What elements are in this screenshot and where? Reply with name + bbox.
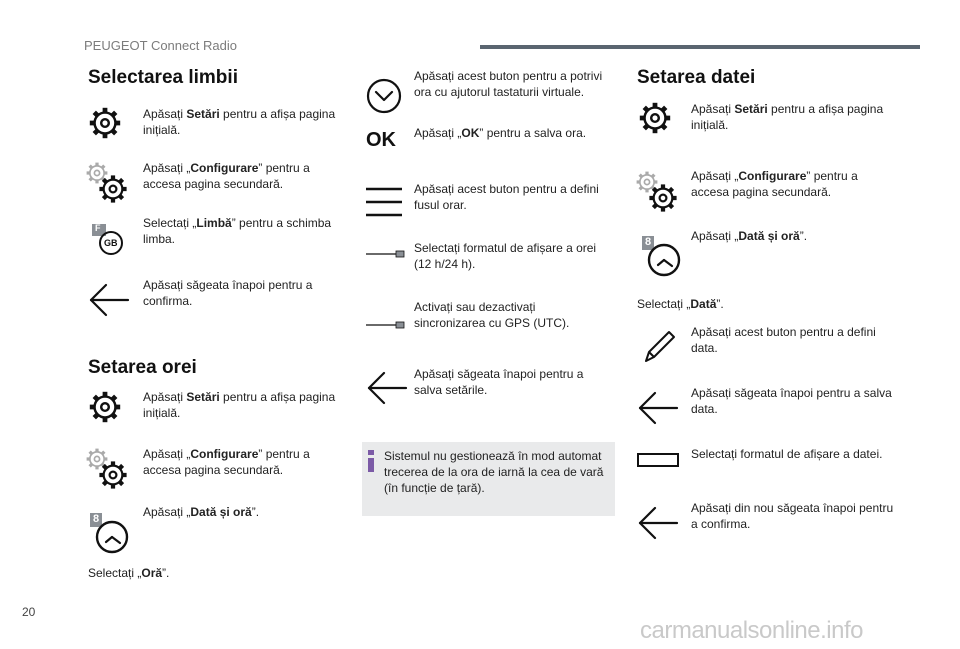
info-note-text: Sistemul nu gestionează în mod automat trecerea de la ora de iarnă la cea de vară (în funcție de țară). — [384, 449, 604, 495]
settings-gear-icon — [86, 104, 124, 142]
format-bar-icon — [637, 453, 679, 467]
date-time-clock-icon: 8 — [642, 236, 682, 276]
date-step-4: Apăsați acest buton pentru a defini data. — [691, 325, 876, 355]
settings-gear-icon — [636, 99, 674, 137]
date-step-2: Apăsați „Configurare” pentru a accesa pagina secundară. — [691, 169, 858, 199]
date-step-5: Apăsați săgeata înapoi pentru a salva data. — [691, 386, 892, 416]
col2-step-6: Apăsați săgeata înapoi pentru a salva setările. — [414, 367, 584, 397]
time-step-2: Apăsați „Configurare” pentru a accesa pagina secundară. — [143, 447, 310, 477]
time-step-3: Apăsați „Dată și oră”. — [143, 505, 260, 519]
toggle-slider-icon — [365, 249, 405, 259]
heading-time: Setarea orei — [88, 357, 197, 378]
col2-step-1: Apăsați acest buton pentru a potrivi ora cu ajutorul tastaturii virtuale. — [414, 69, 603, 99]
back-arrow-icon — [636, 505, 680, 541]
lang-step-3: Selectați „Limbă” pentru a schimba limba. — [143, 216, 332, 246]
heading-language: Selectarea limbii — [88, 67, 238, 88]
info-note — [362, 442, 615, 516]
col2-step-3: Apăsați acest buton pentru a defini fusul orar. — [414, 182, 599, 212]
watermark: carmanualsonline.info — [640, 617, 863, 644]
date-step-7: Apăsați din nou săgeata înapoi pentru a confirma. — [691, 501, 894, 531]
configuration-gear-icon — [96, 458, 130, 492]
toggle-slider-icon — [365, 320, 405, 330]
back-arrow-icon — [636, 390, 680, 426]
chevron-down-icon — [365, 78, 403, 114]
date-step-1: Apăsați Setări pentru a afișa pagina inițială. — [691, 102, 884, 132]
info-icon — [368, 450, 374, 472]
lang-step-2: Apăsați „Configurare” pentru a accesa pagina secundară. — [143, 161, 310, 191]
back-arrow-icon — [365, 370, 409, 406]
back-arrow-icon — [87, 282, 131, 318]
menu-lines-icon — [365, 186, 403, 218]
date-step-6: Selectați formatul de afișare a datei. — [691, 447, 883, 461]
configuration-gear-icon — [96, 172, 130, 206]
pencil-icon — [638, 328, 678, 368]
heading-date: Setarea datei — [637, 67, 756, 88]
lang-step-1: Apăsați Setări pentru a afișa pagina inițială. — [143, 107, 336, 137]
header-bar — [480, 45, 920, 49]
ok-button-icon: OK — [366, 129, 396, 151]
language-icon: F GB — [90, 222, 126, 258]
date-step-3: Apăsați „Dată și oră”. — [691, 229, 808, 243]
configuration-gear-icon — [646, 181, 680, 215]
col2-step-2: Apăsați „OK” pentru a salva ora. — [414, 126, 587, 140]
col2-step-5: Activați sau dezactivați sincronizarea cu GPS (UTC). — [414, 300, 570, 330]
col2-step-4: Selectați formatul de afișare a orei (12 h/24 h). — [414, 241, 597, 271]
header-title: PEUGEOT Connect Radio — [84, 38, 237, 53]
time-step-1: Apăsați Setări pentru a afișa pagina inițială. — [143, 390, 336, 420]
settings-gear-icon — [86, 388, 124, 426]
date-time-clock-icon: 8 — [90, 513, 130, 553]
lang-step-4: Apăsați săgeata înapoi pentru a confirma. — [143, 278, 313, 308]
select-hour-text: Selectați „Oră”. — [88, 566, 170, 580]
select-date-text: Selectați „Dată”. — [637, 297, 724, 311]
page-number: 20 — [22, 605, 36, 619]
